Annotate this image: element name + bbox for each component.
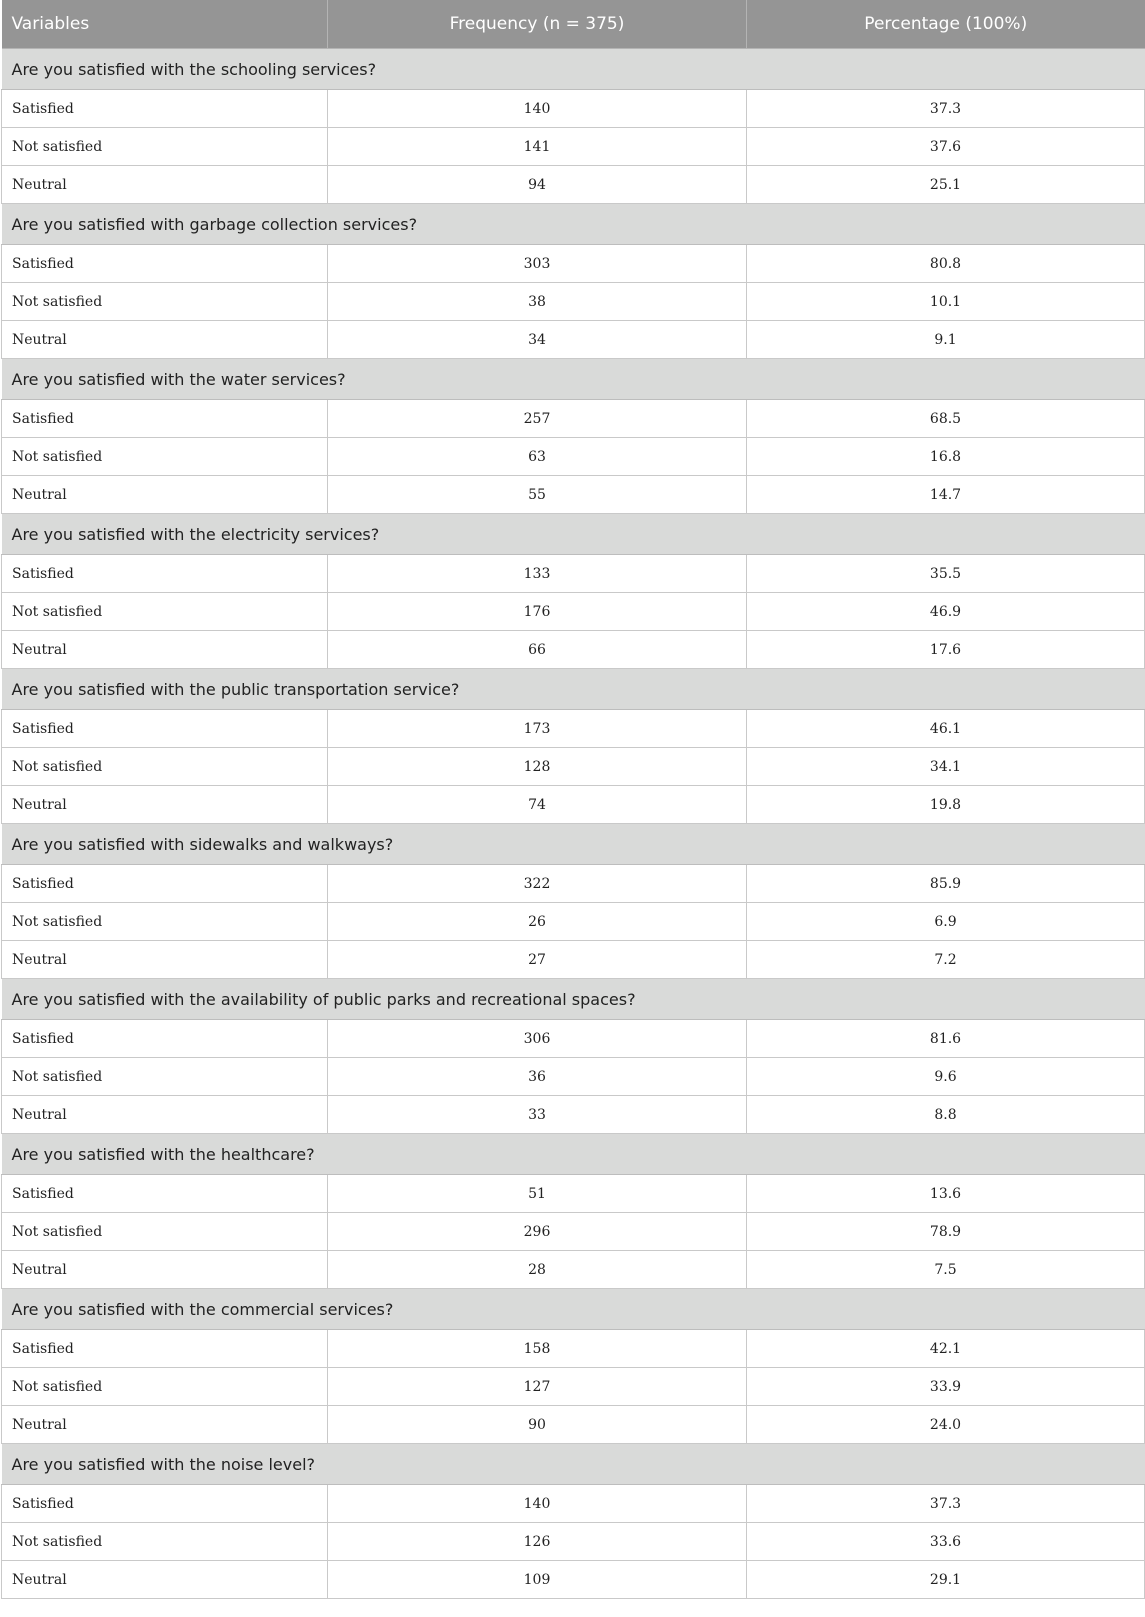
group-header-row [2,1134,1145,1175]
table-row [2,1175,1145,1213]
table-row [2,710,1145,748]
table-row [2,786,1145,824]
group-question: Are you satisfied with garbage collection services? [2,204,1145,245]
table-row [2,438,1145,476]
table-row [2,128,1145,166]
frequency-cell: 90 [328,1406,747,1444]
table-row [2,1561,1145,1599]
table-row [2,631,1145,669]
row-label: Satisfied [2,1020,328,1058]
percentage-cell: 29.1 [747,1561,1145,1599]
frequency-cell: 140 [328,1485,747,1523]
row-label: Satisfied [2,90,328,128]
frequency-cell: 126 [328,1523,747,1561]
group-header-row [2,1289,1145,1330]
table-row [2,321,1145,359]
row-label: Not satisfied [2,1213,328,1251]
percentage-cell: 37.3 [747,90,1145,128]
table-row [2,1251,1145,1289]
table-row [2,1368,1145,1406]
row-label: Not satisfied [2,748,328,786]
percentage-cell: 17.6 [747,631,1145,669]
percentage-cell: 9.1 [747,321,1145,359]
percentage-cell: 33.6 [747,1523,1145,1561]
percentage-cell: 19.8 [747,786,1145,824]
frequency-cell: 51 [328,1175,747,1213]
frequency-cell: 158 [328,1330,747,1368]
percentage-cell: 78.9 [747,1213,1145,1251]
header-variables: Variables [2,0,328,49]
group-question: Are you satisfied with the healthcare? [2,1134,1145,1175]
group-question: Are you satisfied with the commercial services? [2,1289,1145,1330]
percentage-cell: 34.1 [747,748,1145,786]
frequency-cell: 306 [328,1020,747,1058]
row-label: Satisfied [2,555,328,593]
row-label: Neutral [2,476,328,514]
group-header-row [2,49,1145,90]
row-label: Not satisfied [2,593,328,631]
percentage-cell: 7.2 [747,941,1145,979]
table-body [2,49,1145,1599]
table-row [2,903,1145,941]
header-row [2,0,1145,49]
frequency-cell: 34 [328,321,747,359]
group-question: Are you satisfied with the noise level? [2,1444,1145,1485]
percentage-cell: 10.1 [747,283,1145,321]
header-percentage: Percentage (100%) [747,0,1145,49]
percentage-cell: 13.6 [747,1175,1145,1213]
frequency-cell: 74 [328,786,747,824]
percentage-cell: 14.7 [747,476,1145,514]
table-row [2,476,1145,514]
group-header-row [2,359,1145,400]
percentage-cell: 46.1 [747,710,1145,748]
row-label: Not satisfied [2,1523,328,1561]
group-header-row [2,514,1145,555]
percentage-cell: 35.5 [747,555,1145,593]
row-label: Neutral [2,786,328,824]
row-label: Not satisfied [2,903,328,941]
group-question: Are you satisfied with the public transportation service? [2,669,1145,710]
row-label: Not satisfied [2,438,328,476]
frequency-cell: 322 [328,865,747,903]
table-row [2,1096,1145,1134]
percentage-cell: 8.8 [747,1096,1145,1134]
group-header-row [2,204,1145,245]
row-label: Neutral [2,1096,328,1134]
table-row [2,748,1145,786]
frequency-cell: 257 [328,400,747,438]
frequency-cell: 63 [328,438,747,476]
frequency-cell: 296 [328,1213,747,1251]
table-row [2,90,1145,128]
percentage-cell: 6.9 [747,903,1145,941]
frequency-cell: 36 [328,1058,747,1096]
frequency-cell: 38 [328,283,747,321]
row-label: Neutral [2,1251,328,1289]
row-label: Satisfied [2,1175,328,1213]
group-question: Are you satisfied with sidewalks and walkways? [2,824,1145,865]
group-header-row [2,824,1145,865]
table-row [2,1406,1145,1444]
table-row [2,1523,1145,1561]
frequency-cell: 66 [328,631,747,669]
table-row [2,283,1145,321]
percentage-cell: 9.6 [747,1058,1145,1096]
row-label: Not satisfied [2,1058,328,1096]
row-label: Satisfied [2,865,328,903]
percentage-cell: 24.0 [747,1406,1145,1444]
table-row [2,1020,1145,1058]
percentage-cell: 46.9 [747,593,1145,631]
group-question: Are you satisfied with the schooling services? [2,49,1145,90]
table-row [2,1330,1145,1368]
frequency-cell: 109 [328,1561,747,1599]
group-header-row [2,979,1145,1020]
table-row [2,1213,1145,1251]
frequency-cell: 140 [328,90,747,128]
row-label: Satisfied [2,1330,328,1368]
header-frequency: Frequency (n = 375) [328,0,747,49]
table-row [2,555,1145,593]
row-label: Neutral [2,941,328,979]
table-header [2,0,1145,49]
table-row [2,400,1145,438]
frequency-cell: 128 [328,748,747,786]
frequency-cell: 127 [328,1368,747,1406]
table-row [2,941,1145,979]
table-row [2,593,1145,631]
frequency-cell: 141 [328,128,747,166]
row-label: Neutral [2,321,328,359]
row-label: Neutral [2,166,328,204]
percentage-cell: 80.8 [747,245,1145,283]
row-label: Not satisfied [2,1368,328,1406]
satisfaction-table [1,0,1145,1599]
table-row [2,865,1145,903]
frequency-cell: 33 [328,1096,747,1134]
frequency-cell: 28 [328,1251,747,1289]
row-label: Satisfied [2,1485,328,1523]
frequency-cell: 303 [328,245,747,283]
row-label: Not satisfied [2,128,328,166]
table-row [2,1485,1145,1523]
percentage-cell: 81.6 [747,1020,1145,1058]
percentage-cell: 7.5 [747,1251,1145,1289]
group-question: Are you satisfied with the water services? [2,359,1145,400]
group-header-row [2,669,1145,710]
group-question: Are you satisfied with the electricity services? [2,514,1145,555]
percentage-cell: 25.1 [747,166,1145,204]
frequency-cell: 173 [328,710,747,748]
row-label: Satisfied [2,710,328,748]
percentage-cell: 68.5 [747,400,1145,438]
frequency-cell: 55 [328,476,747,514]
row-label: Satisfied [2,245,328,283]
frequency-cell: 26 [328,903,747,941]
group-header-row [2,1444,1145,1485]
row-label: Satisfied [2,400,328,438]
table-row [2,245,1145,283]
percentage-cell: 37.6 [747,128,1145,166]
frequency-cell: 133 [328,555,747,593]
row-label: Neutral [2,1406,328,1444]
percentage-cell: 16.8 [747,438,1145,476]
percentage-cell: 85.9 [747,865,1145,903]
row-label: Not satisfied [2,283,328,321]
percentage-cell: 33.9 [747,1368,1145,1406]
row-label: Neutral [2,631,328,669]
percentage-cell: 42.1 [747,1330,1145,1368]
table-row [2,166,1145,204]
frequency-cell: 94 [328,166,747,204]
table-row [2,1058,1145,1096]
group-question: Are you satisfied with the availability of public parks and recreational spaces? [2,979,1145,1020]
frequency-cell: 27 [328,941,747,979]
frequency-cell: 176 [328,593,747,631]
percentage-cell: 37.3 [747,1485,1145,1523]
row-label: Neutral [2,1561,328,1599]
